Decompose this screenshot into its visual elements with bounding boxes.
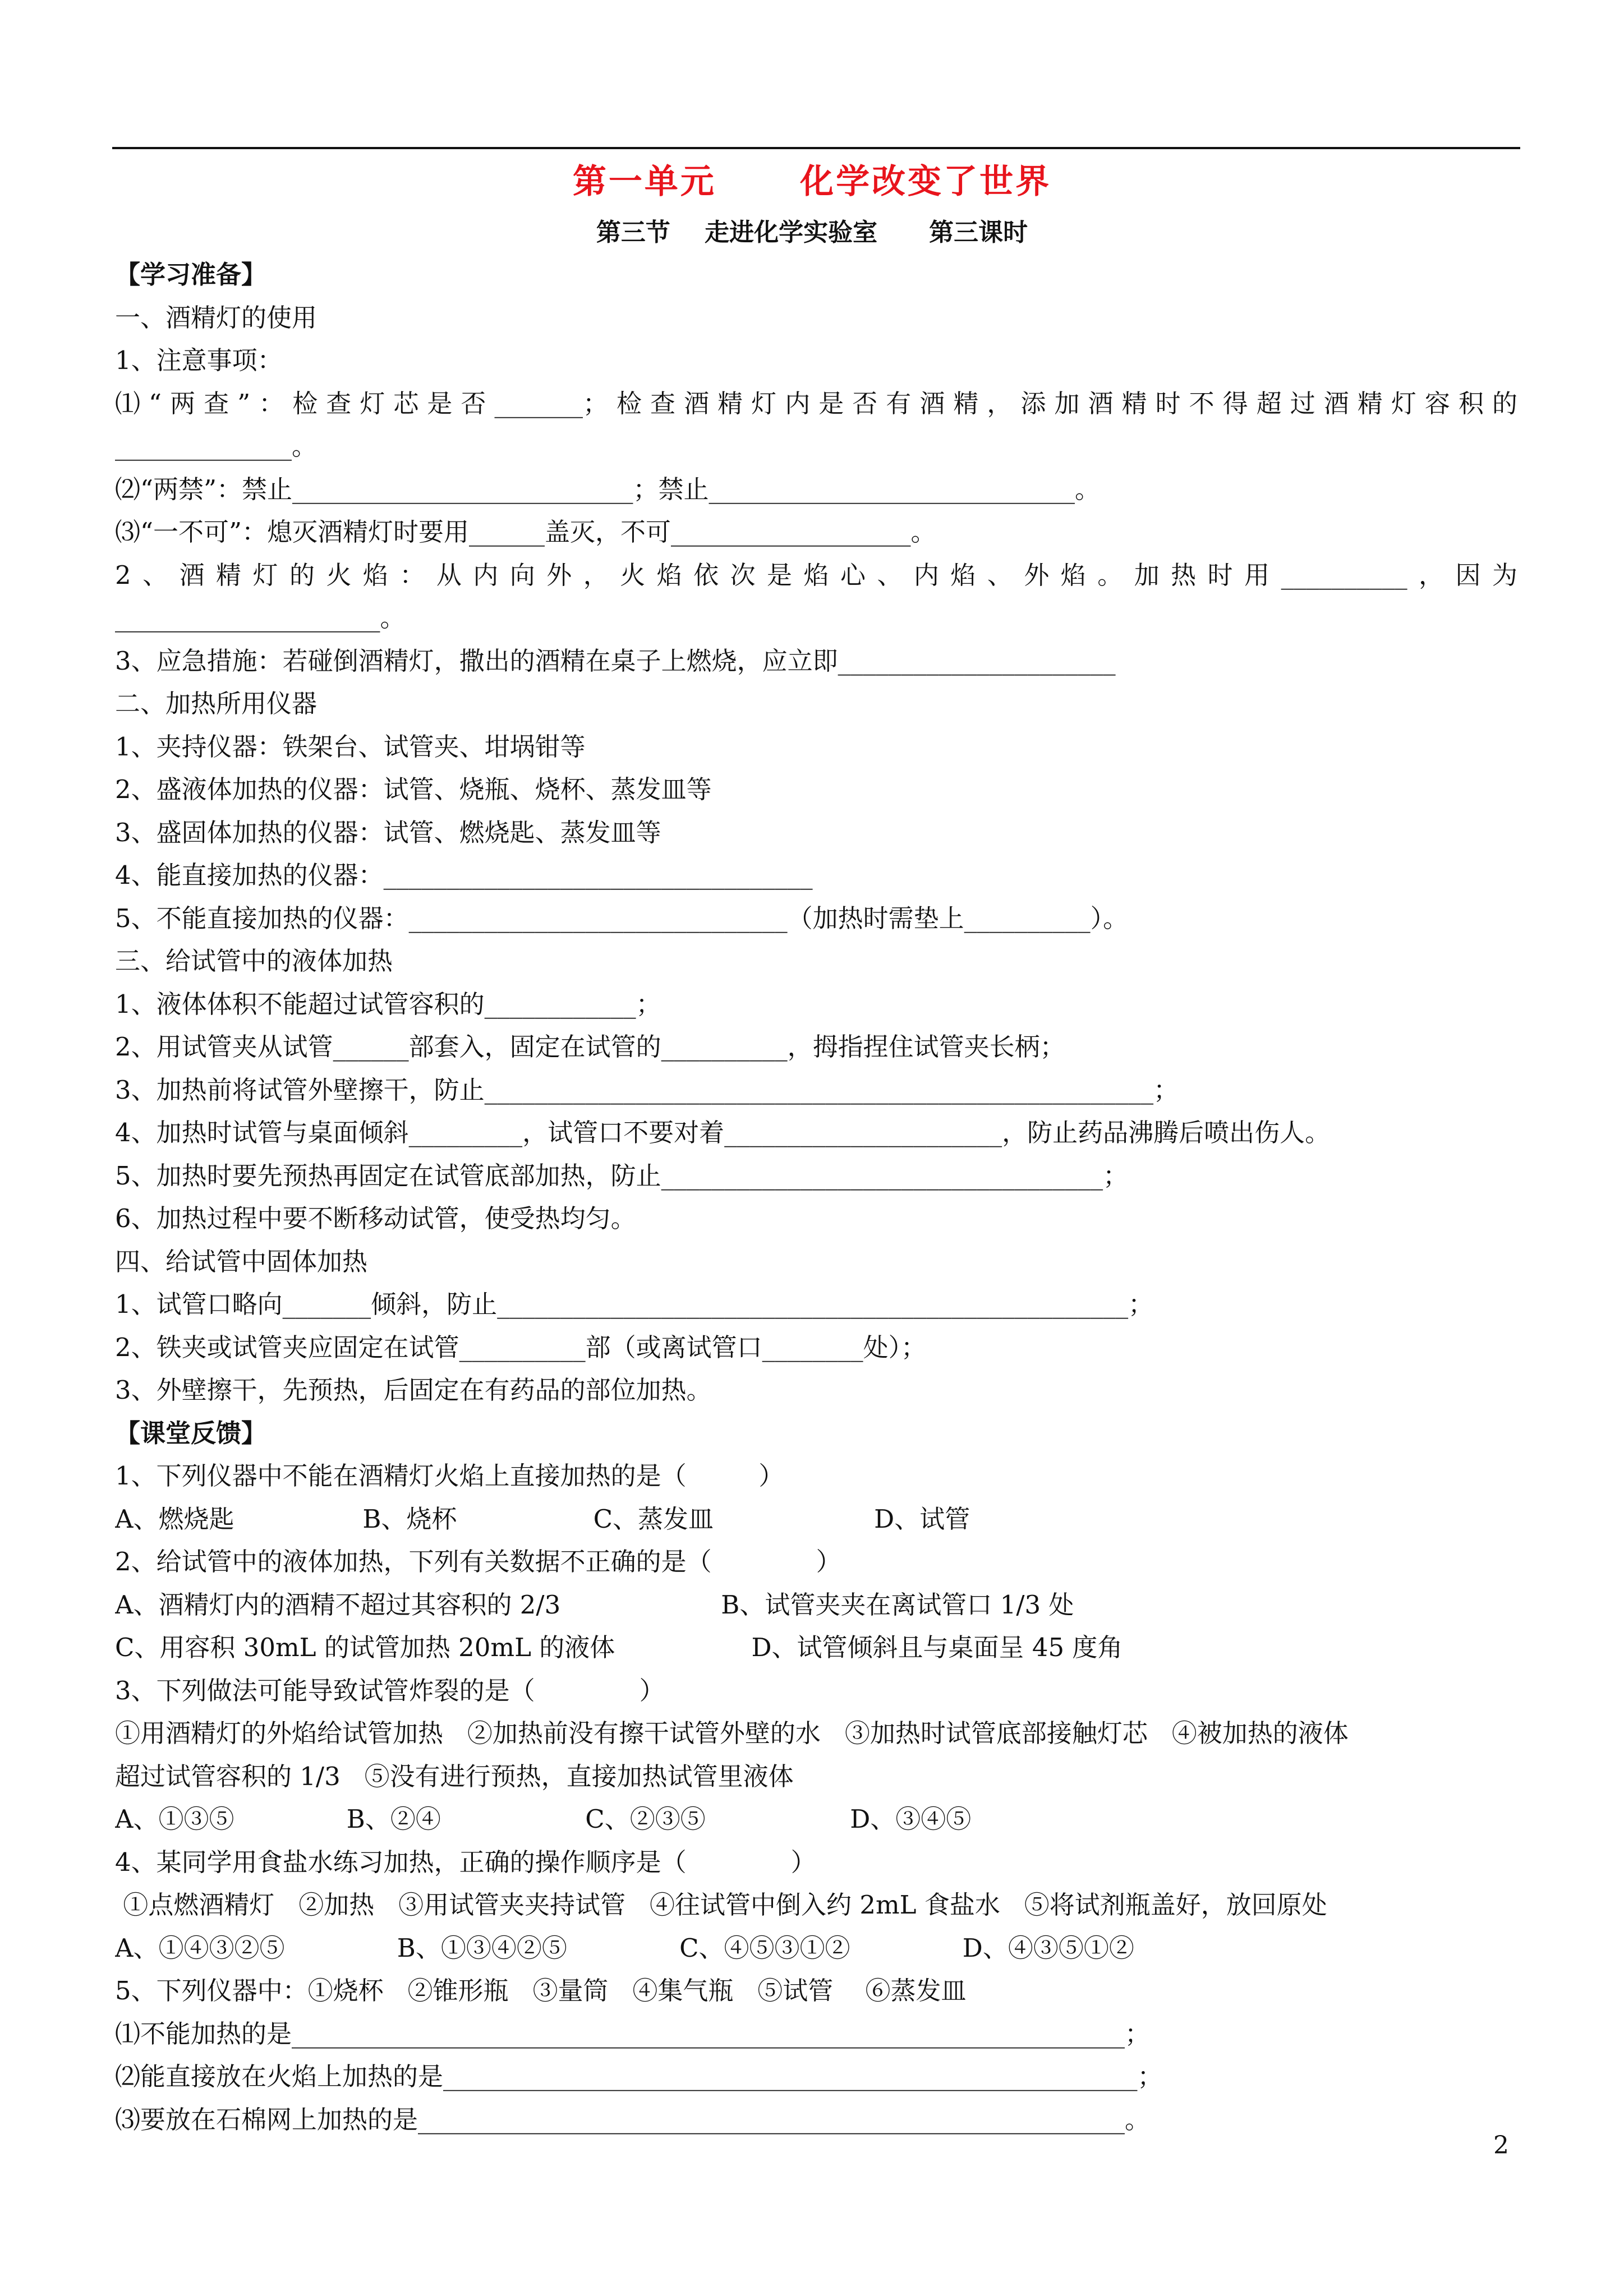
- lesson-subtitle: 第三节 走进化学实验室 第三课时: [596, 218, 1028, 247]
- page-number: 2: [1493, 2131, 1509, 2160]
- text-line: ⑴“两查”：检查灯芯是否_______；检查酒精灯内是否有酒精，添加酒精时不得超过酒精灯容积的: [115, 388, 1517, 418]
- text-line: 1、注意事项：: [115, 345, 283, 375]
- text-line: 2、盛液体加热的仪器：试管、烧瓶、烧杯、蒸发皿等: [115, 774, 712, 804]
- text-line: 3、盛固体加热的仪器：试管、燃烧匙、蒸发皿等: [115, 817, 661, 847]
- question-1: 1、下列仪器中不能在酒精灯火焰上直接加热的是（ ）: [115, 1461, 784, 1491]
- text-line: ______________。: [115, 431, 318, 461]
- section-alcohol-lamp: 一、酒精灯的使用: [115, 302, 318, 333]
- text-line: 5、不能直接加热的仪器：______________________________（加热时需垫上__________）。: [115, 903, 1129, 933]
- section-heading-feedback: 【课堂反馈】: [115, 1418, 267, 1448]
- text-line: 2、铁夹或试管夹应固定在试管__________部（或离试管口________处）；: [115, 1332, 927, 1362]
- question-5-part-1: ⑴不能加热的是__________________________________________________________________；: [115, 2018, 1151, 2049]
- section-liquid-heating: 三、给试管中的液体加热: [115, 946, 393, 976]
- question-3-statements-cont: 超过试管容积的 1/3 ⑤没有进行预热，直接加热试管里液体: [115, 1761, 794, 1791]
- text-line: 1、夹持仪器：铁架台、试管夹、坩埚钳等: [115, 731, 586, 762]
- question-4-options: A、①④③②⑤ B、①③④②⑤ C、④⑤③①② D、④③⑤①②: [115, 1933, 1134, 1963]
- text-line: ⑶“一不可”：熄灭酒精灯时要用______盖灭，不可___________________。: [115, 517, 936, 547]
- text-line: 5、加热时要先预热再固定在试管底部加热，防止___________________________________；: [115, 1160, 1129, 1191]
- question-3: 3、下列做法可能导致试管炸裂的是（ ）: [115, 1675, 665, 1705]
- text-line: ⑵“两禁”：禁止___________________________；禁止_____________________________。: [115, 474, 1101, 504]
- text-line: 4、能直接加热的仪器：__________________________________: [115, 860, 813, 890]
- question-5-part-2: ⑵能直接放在火焰上加热的是_______________________________________________________；: [115, 2062, 1163, 2091]
- text-line: 6、加热过程中要不断移动试管，使受热均匀。: [115, 1204, 636, 1233]
- text-line: 1、液体体积不能超过试管容积的____________；: [115, 989, 661, 1019]
- worksheet-body: [115, 253, 1517, 2141]
- section-heading-preparation: 【学习准备】: [115, 260, 267, 289]
- text-line: 3、加热前将试管外壁擦干，防止_____________________________________________________；: [115, 1075, 1179, 1105]
- question-3-options: A、①③⑤ B、②④ C、②③⑤ D、③④⑤: [115, 1804, 972, 1834]
- question-2-options-cd: C、用容积 30mL 的试管加热 20mL 的液体 D、试管倾斜且与桌面呈 45 度角: [115, 1633, 1123, 1662]
- question-2: 2、给试管中的液体加热，下列有关数据不正确的是（ ）: [115, 1547, 841, 1576]
- question-3-statements: ①用酒精灯的外焰给试管加热 ②加热前没有擦干试管外壁的水 ③加热时试管底部接触灯芯 ④被加热的液体: [115, 1718, 1349, 1748]
- section-heating-instruments: 二、加热所用仪器: [115, 689, 318, 718]
- question-4: 4、某同学用食盐水练习加热，正确的操作顺序是（ ）: [115, 1847, 816, 1877]
- text-line: 3、应急措施：若碰倒酒精灯，撒出的酒精在桌子上燃烧，应立即______________________: [115, 646, 1116, 676]
- question-4-steps: ①点燃酒精灯 ②加热 ③用试管夹夹持试管 ④往试管中倒入约 2mL 食盐水 ⑤将试剂瓶盖好，放回原处: [115, 1890, 1327, 1920]
- text-line: 1、试管口略向_______倾斜，防止__________________________________________________；: [115, 1289, 1154, 1319]
- header-rule: [112, 147, 1520, 149]
- text-line: 2、用试管夹从试管______部套入，固定在试管的__________，拇指捏住试管夹长柄；: [115, 1032, 1065, 1062]
- question-5-part-3: ⑶要放在石棉网上加热的是________________________________________________________。: [115, 2104, 1151, 2134]
- text-line: 3、外壁擦干，先预热，后固定在有药品的部位加热。: [115, 1375, 712, 1405]
- unit-title: 第一单元 化学改变了世界: [572, 162, 1052, 201]
- section-solid-heating: 四、给试管中固体加热: [115, 1246, 368, 1276]
- text-line: _____________________。: [115, 603, 406, 633]
- question-2-options-ab: A、酒精灯内的酒精不超过其容积的 2/3 B、试管夹夹在离试管口 1/3 处: [115, 1589, 1074, 1620]
- text-line: 2、酒精灯的火焰：从内向外，火焰依次是焰心、内焰、外焰。加热时用__________，因为: [115, 560, 1517, 590]
- question-1-options: A、燃烧匙 B、烧杯 C、蒸发皿 D、试管: [115, 1504, 970, 1534]
- text-line: 4、加热时试管与桌面倾斜_________，试管口不要对着______________________，防止药品沸腾后喷出伤人。: [115, 1118, 1331, 1147]
- question-5: 5、下列仪器中：①烧杯 ②锥形瓶 ③量筒 ④集气瓶 ⑤试管 ⑥蒸发皿: [115, 1976, 967, 2005]
